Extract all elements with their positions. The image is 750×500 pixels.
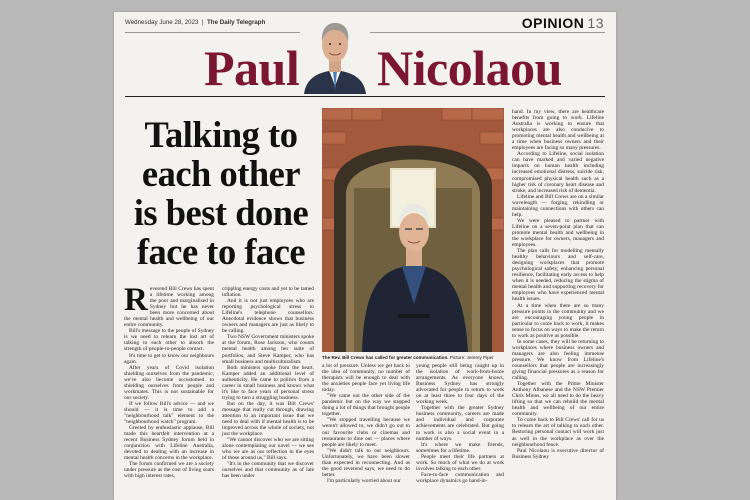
article-paragraph: "We didn't talk to our neighbours. Unfortunately, we have been slower than expected in reconnecting. And as the good reverend says, we need to do better. — [322, 447, 410, 478]
article-paragraph: Greeted by enthusiastic applause, Bill made this heartfelt intervention at a recent Business Sydney forum held in conjunction with Lifeline Australia, devoted to dealing with an increase in mental health concerns in the workplace. — [124, 425, 214, 462]
article-paragraph: It's time to get to know our neighbours again. — [124, 352, 214, 365]
issue-date: Wednesday June 28, 2023 — [125, 19, 199, 26]
article-column-1 — [124, 282, 214, 480]
section-name: OPINION — [521, 15, 585, 31]
headline-line: is best done — [133, 192, 309, 233]
article-paragraph: I'm particularly worried about our — [327, 477, 401, 484]
headline-line: face to face — [136, 231, 306, 272]
article-paragraph: "We came out the other side of the pandemic but on the way we stopped doing a lot of things that brought people together. — [322, 393, 410, 418]
lead-text: everend Bill Crews has spent a lifetime working among the poor and marginalised in Sydney but he has never been more concerned about the mental health and wellbeing of our entire community. — [124, 286, 214, 329]
article-paragraph: "It's in the community that we discover ourselves and that community as of late has been under — [222, 461, 314, 480]
article-paragraph: The plan calls for modelling mentally healthy behaviours and self-care, designing workplaces that promote psychological safety, enhancing personal resilience, facilitating early access to help when it is needed, reducing the stigma of mental health and supporting recovery for employees who have experienced mental health issues. — [512, 248, 604, 303]
article-paragraph: To come back to Bill Crews' call for us to relearn the art of talking to each other. Restoring personal contact will work just as well in the workplace as over the neighbourhood fence. — [512, 417, 604, 448]
article-paragraph: Together with the greater Sydney business community, careers are made and individual and corporate achievements are celebrated. But going to work is also a social event in a number of ways. — [416, 405, 504, 442]
article-column-2 — [222, 286, 314, 480]
headline — [122, 115, 320, 271]
article-paragraph: In some cases, they will be returning to workplaces where business owners and managers are also feeling immense pressure. We know from Lifeline's counsellors that people are increasingly giving financial pressures as a reason for calling. — [512, 338, 604, 382]
masthead-name: The Daily Telegraph — [207, 19, 266, 26]
article-paragraph: It's where we make friends, sometimes for a lifetime. — [416, 441, 504, 454]
article-paragraph: At a time when there are so many pressure points in the community and we are encouraging young people in particular to come back to work, it makes sense to focus on ways to make the return to work as positive as possible. — [512, 302, 604, 339]
article-paragraph: "We cannot discover who we are sitting alone contemplating our navel — we see who we are as our reflection in the eyes of those around us," Bill says. — [222, 437, 314, 462]
article-paragraph: After years of Covid isolation shielding ourselves from the pandemic, we've also become accustomed to shielding ourselves from people and workmates. This is not sustainable for our society. — [124, 364, 214, 401]
newspaper-page — [114, 12, 616, 500]
columnist-headshot — [300, 12, 370, 94]
headline-line: each other — [141, 153, 301, 194]
article-paragraph: Face-to-face communication and workplace dynamics go hand-in- — [416, 471, 504, 484]
caption-text: The Rev. Bill Crews has called for greater communication. — [322, 355, 449, 360]
article-column-4 — [416, 363, 504, 484]
author-bio: Paul Nicolaou is executive director of Business Sydney — [512, 447, 604, 460]
article-paragraph: hand. In my view, there are healthcare benefits from going to work. Lifeline Australia is working to ensure that workplaces are also conducive to promoting mental health and wellbeing at a time when business owners and their employees are facing so many pressures. — [512, 109, 604, 152]
article-paragraph: If we follow Bill's advice — and we should — it is time to add a "neighbourhood talk" element to the "neighbourhood watch" program. — [124, 400, 214, 426]
article-paragraph: Two NSW Government ministers spoke at the forum, Rose Jackson, who counts mental health among her suite of portfolios, and Steve Kamper, who has small business and multiculturalism. — [222, 334, 314, 365]
article-photo — [322, 108, 504, 352]
article-paragraph: a lot of pressure. Unless we get back to the idea of community, no number of therapists will be enough to deal with the anxieties people face yet living life today. — [322, 363, 410, 394]
article-paragraph: Bill's message to the people of Sydney is we need to relearn the lost art of talking to each other to absorb the strength of people-to-people contact. — [124, 328, 214, 353]
article-paragraph: crippling energy costs and yet to be tamed inflation. — [222, 286, 314, 299]
article-paragraph: We were pleased to partner with Lifeline on a seven-point plan that can promote mental health and wellbeing in the workplace for owners, managers and employees. — [512, 217, 604, 249]
article-paragraph: young people still being caught up in the isolation of work-from-home arrangements. As everyone knows, Business Sydney has strongly advocated for people to return to work on at least three to four days of the working week. — [416, 363, 504, 406]
columnist-last-name: Nicolaou — [377, 40, 562, 96]
article-paragraph: According to Lifeline, social isolation can have marked and varied negative impacts on human health including increased emotional distress, suicide risk, compromised physical health such as a higher risk of coronary heart disease and stroke, and increased risk of dementia. — [512, 151, 604, 194]
photo-credit: Picture: Jeremy Piper — [449, 355, 494, 360]
article-column-3 — [322, 363, 410, 484]
article-paragraph: Both ministers spoke from the heart. Kamper added an additional level of authenticity. He came to politics from a career in small business and knows what it's like to face years of personal stress trying to turn a struggling business. — [222, 364, 314, 401]
article-lead-paragraph — [124, 282, 214, 329]
dateline: Wednesday June 28, 2023 | The Daily Telegraph — [125, 19, 266, 26]
article-paragraph: Lifeline and Bill Crews are on a similar wavelength — forging, rekindling or maintaining connections with others can help. — [512, 193, 604, 218]
article-paragraph: The forum confirmed we are a society under pressure as the cost of living soars with high interest rates, — [124, 461, 214, 480]
section-label — [522, 15, 604, 31]
article-paragraph: People meet their life partners at work. So much of what we do at work involves talking to each other. — [416, 453, 504, 472]
photo-caption — [322, 355, 504, 360]
drop-cap: R — [124, 282, 148, 318]
columnist-first-name: Paul — [204, 40, 300, 96]
banner-rule — [125, 96, 605, 97]
article-column-5 — [512, 109, 604, 460]
article-paragraph: But on the day, it was Bill Crews' message that really cut through, drawing attention to an important issue that we need to deal with if mental health is to be improved across the whole of society, not just the workplace. — [222, 400, 314, 438]
headline-line: Talking to — [144, 114, 298, 155]
article-paragraph: Together with the Prime Minister Anthony Albanese and the NSW Premier Chris Minns, we all need to do the heavy lifting so that we can rebuild the mental health and wellbeing of our entire community. — [512, 381, 604, 418]
page-number: 13 — [587, 15, 604, 31]
article-paragraph: And it is not just employees who are reporting psychological stress to Lifeline's telephone counsellors. Anecdotal evidence shows that business owners and managers are just as likely to be calling. — [222, 298, 314, 335]
article-paragraph: "We stopped travelling because we weren't allowed to, we didn't go out to our favourite clubs or cinemas and restaurants to dine out — places where people are likely to meet. — [322, 417, 410, 448]
